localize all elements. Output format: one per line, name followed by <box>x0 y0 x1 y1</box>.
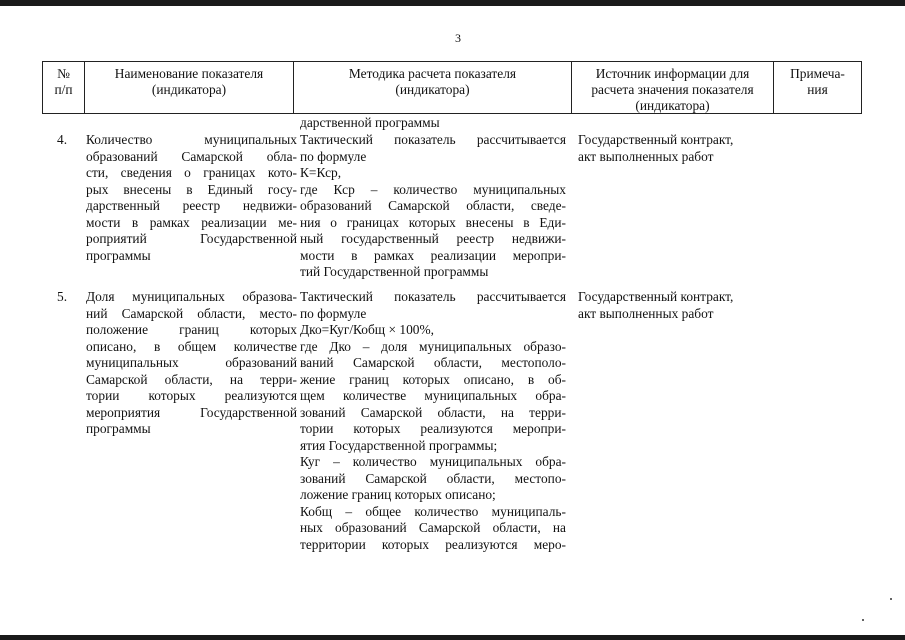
row-4-source: Государственный контракт, акт выполненных работ <box>578 132 734 164</box>
scan-speck <box>862 619 864 621</box>
header-col-note: Примеча- ния <box>773 61 862 114</box>
bottom-scan-border <box>0 635 905 640</box>
row-4-method: Тактический показатель рассчитывается по формуле К=Кср, где Кср – количество муниципальных образований Самарской области, сведе- ния о границах которых внесены в Еди- ный государственный реестр недвижи- мости в рамках реализации меропри- тий Государственной программы <box>300 132 566 279</box>
continuation-text: дарственной программы <box>300 115 440 130</box>
page-number: 3 <box>455 31 461 45</box>
top-scan-border <box>0 0 905 6</box>
row-4-name: Количество муниципальных образований Самарской обла- сти, сведения о границах кото- рых внесены в Единый госу- дарственный реестр недвижи- мости в рамках реализации ме- роприятий Государственной программы <box>86 132 297 263</box>
header-col-number: № п/п <box>42 61 84 114</box>
row-5-source: Государственный контракт, акт выполненных работ <box>578 289 734 321</box>
scan-speck <box>890 598 892 600</box>
table-header <box>42 61 862 114</box>
row-5-number: 5. <box>57 289 68 304</box>
header-col-method: Методика расчета показателя (индикатора) <box>293 61 571 114</box>
header-col-name: Наименование показателя (индикатора) <box>84 61 293 114</box>
row-4-number: 4. <box>57 132 68 147</box>
header-col-source: Источник информации для расчета значения показателя (индикатора) <box>571 61 773 114</box>
row-5-method: Тактический показатель рассчитывается по формуле Дко=Куг/Кобщ × 100%, где Дко – доля муниципальных образо- ваний Самарской области, местополо- жение границ которых описано, в об- щем количестве муниципальных обра- зований Самарской области, на терри- тории которых реализуются меропри- ятия Государственной программы; Куг – количество муниципальных обра- зований Самарской области, местопо- ложение границ которых описано; Кобщ – общее количество муниципаль- ных образований Самарской области, на территории которых реализуются меро- <box>300 289 566 552</box>
row-5-name: Доля муниципальных образова- ний Самарской области, место- положение границ которых описано, в общем количестве муниципальных образований Самарской области, на терри- тории которых реализуются мероприятия Государственной программы <box>86 289 297 436</box>
